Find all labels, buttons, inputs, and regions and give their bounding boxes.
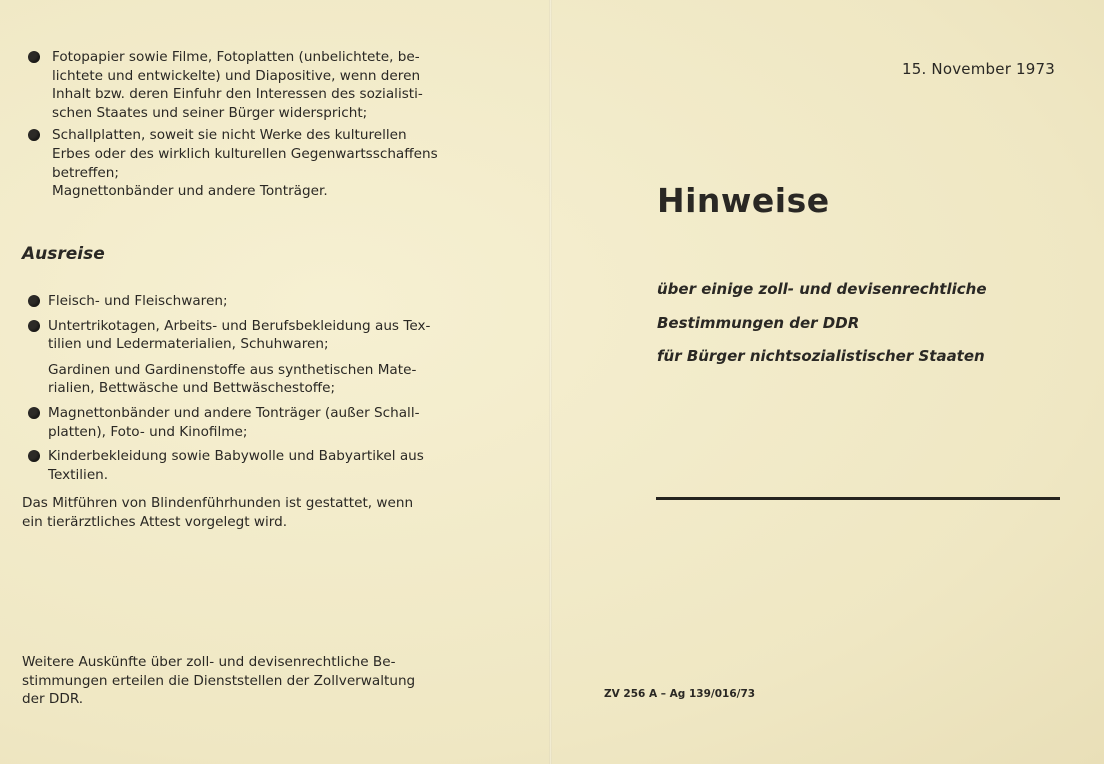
ausreise-list: [22, 292, 482, 484]
subtitle-line-3: für Bürger nichtsozialistischer Staaten: [657, 347, 985, 365]
subtitle-line-1: über einige zoll- und devisenrechtliche: [657, 280, 987, 298]
ausreise-heading: Ausreise: [22, 244, 105, 264]
list-item-schallplatten: Schallplatten, soweit sie nicht Werke des kulturellen Erbes oder des wirklich kulturellen Gegenwartsschaffens betreffen; Magnettonbänder und andere Tonträger.: [22, 126, 482, 200]
divider-rule: [656, 497, 1060, 500]
bullet-icon: [28, 295, 40, 307]
bullet-icon: [28, 450, 40, 462]
list-item-fotopapier: Fotopapier sowie Filme, Fotoplatten (unbelichtete, be- lichtete und entwickelte) und Diapositive, wenn deren Inhalt bzw. deren Einfuhr den Interessen des sozialisti- schen Staates und seiner Bürger widerspricht;: [22, 48, 482, 122]
guide-dog-note: Das Mitführen von Blindenführhunden ist gestattet, wenn ein tierärztliches Attest vorgelegt wird.: [22, 495, 414, 530]
list-item-fleisch: Fleisch- und Fleischwaren;: [22, 292, 482, 311]
print-code: ZV 256 A – Ag 139/016/73: [604, 688, 756, 700]
document-date: 15. November 1973: [902, 60, 1055, 78]
page-fold: [549, 0, 552, 764]
bullet-icon: [28, 129, 40, 141]
bullet-icon: [28, 51, 40, 63]
bullet-icon: [28, 407, 40, 419]
bullet-icon: [28, 320, 40, 332]
document-title: Hinweise: [657, 181, 830, 220]
list-item-untertrikotagen: Untertrikotagen, Arbeits- und Berufsbekleidung aus Tex- tilien und Ledermaterialien, Schuhwaren;: [22, 317, 482, 354]
list-item-kinderbekleidung: Kinderbekleidung sowie Babywolle und Babyartikel aus Textilien.: [22, 447, 482, 484]
intro-list: [22, 48, 482, 201]
list-item-magnettonbaender: Magnettonbänder und andere Tonträger (außer Schall- platten), Foto- und Kinofilme;: [22, 404, 482, 441]
subtitle-line-2: Bestimmungen der DDR: [657, 314, 860, 332]
list-item-gardinen: Gardinen und Gardinenstoffe aus synthetischen Mate- rialien, Bettwäsche und Bettwäschestoffe;: [48, 361, 417, 397]
further-info-note: Weitere Auskünfte über zoll- und devisenrechtliche Be- stimmungen erteilen die Dienststellen der Zollverwaltung der DDR.: [22, 654, 416, 708]
